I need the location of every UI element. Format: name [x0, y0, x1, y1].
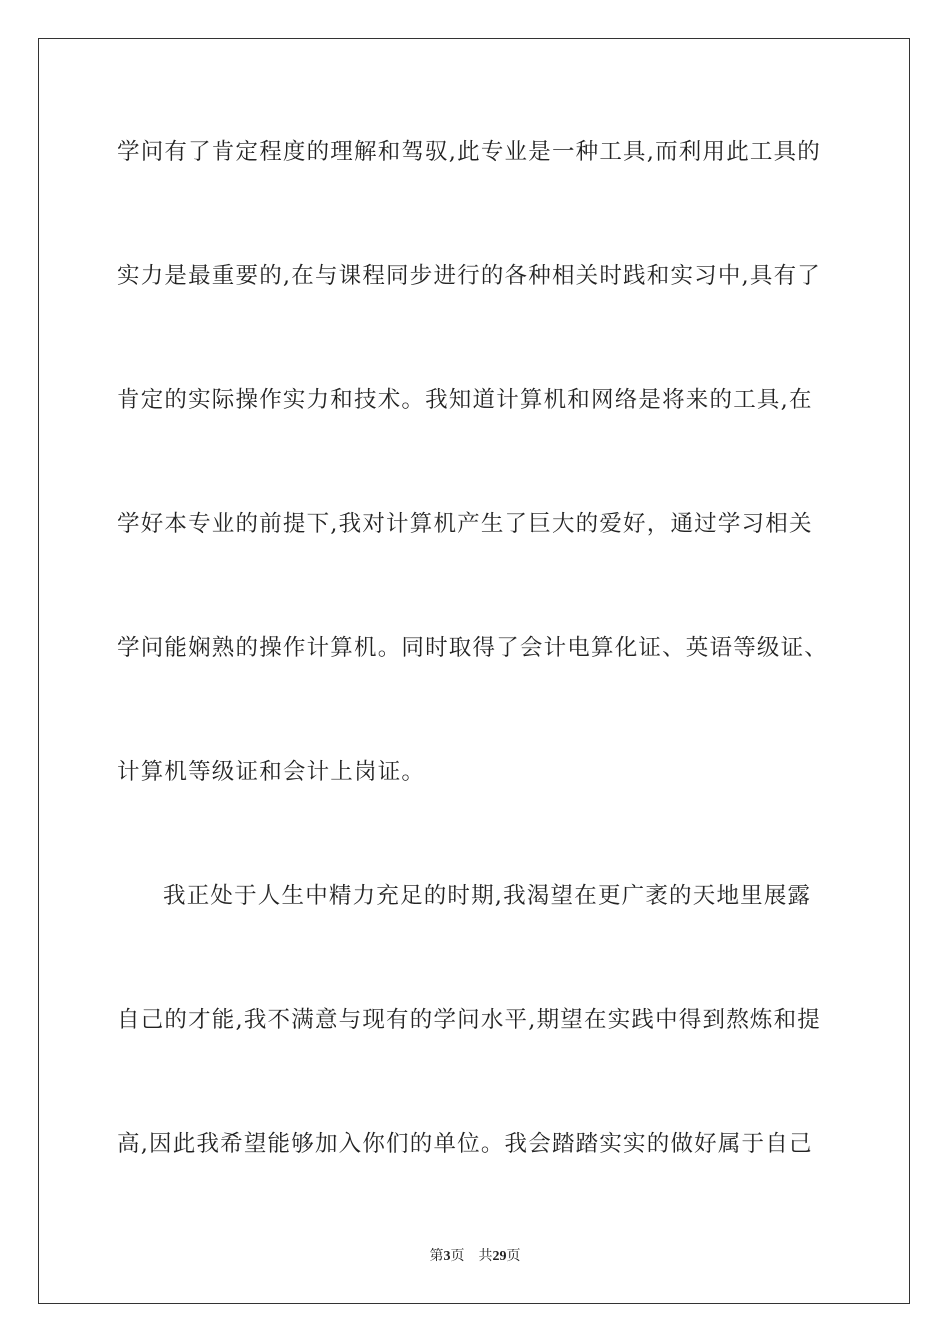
paragraph-line: 自己的才能,我不满意与现有的学问水平,期望在实践中得到熬炼和提 — [117, 1007, 822, 1033]
total-suffix: 页 — [506, 1248, 521, 1264]
page-number: 3 — [443, 1249, 451, 1264]
paragraph-line: 实力是最重要的,在与课程同步进行的各种相关时践和实习中,具有了 — [117, 263, 822, 289]
page-suffix: 页 — [450, 1248, 465, 1264]
paragraph-line: 我正处于人生中精力充足的时期,我渴望在更广袤的天地里展露 — [163, 883, 812, 909]
paragraph-line: 学好本专业的前提下,我对计算机产生了巨大的爱好，通过学习相关 — [117, 511, 813, 537]
paragraph-line: 学问有了肯定程度的理解和驾驭,此专业是一种工具,而利用此工具的 — [117, 139, 822, 165]
paragraph-line: 高,因此我希望能够加入你们的单位。我会踏踏实实的做好属于自己 — [117, 1131, 813, 1157]
total-pages: 29 — [492, 1249, 507, 1264]
paragraph-line: 计算机等级证和会计上岗证。 — [117, 759, 426, 785]
paragraph-line: 学问能娴熟的操作计算机。同时取得了会计电算化证、英语等级证、 — [117, 635, 829, 661]
page-footer — [0, 1245, 950, 1265]
paragraph-line: 肯定的实际操作实力和技术。我知道计算机和网络是将来的工具,在 — [117, 387, 813, 413]
total-prefix: 共 — [478, 1248, 493, 1264]
page-border — [38, 38, 910, 1304]
page-prefix: 第 — [429, 1248, 444, 1264]
